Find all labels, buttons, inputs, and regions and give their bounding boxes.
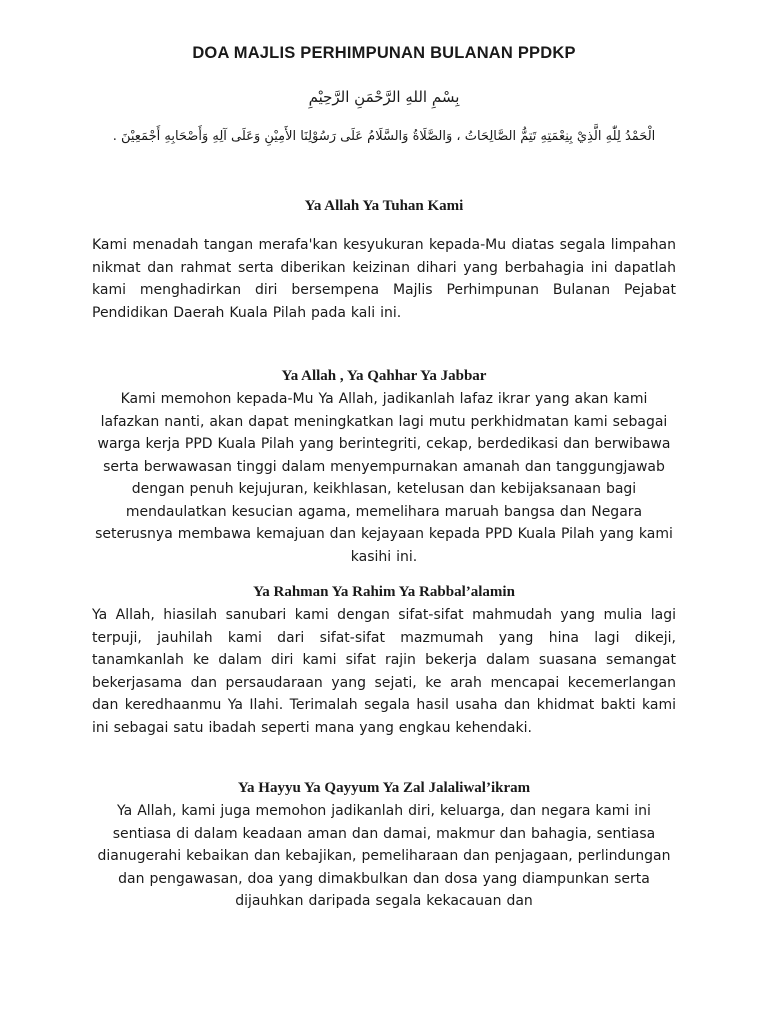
- document-title: DOA MAJLIS PERHIMPUNAN BULANAN PPDKP: [192, 44, 576, 62]
- section-1-heading: Ya Allah Ya Tuhan Kami: [304, 198, 464, 214]
- section-4-text: Ya Allah, kami juga memohon jadikanlah diri, keluarga, dan negara kami ini sentiasa di dalam keadaan aman dan damai, makmur dan bahagia, sentiasa dianugerahi kebaikan dan kebajikan, pemeliharaan dan penjagaan, perlindungan dan pengawasan, doa yang dimakbulkan dan dosa yang diampunkan serta dijauhkan daripada segala kekacauan dan: [97, 803, 671, 909]
- section-3-text: Ya Allah, hiasilah sanubari kami dengan sifat-sifat mahmudah yang mulia lagi terpuji, jauhilah kami dari sifat-sifat mazmumah yang hina lagi dikeji, tanamkanlah ke dalam diri kami sifat rajin bekerja dalam suasana semangat bekerjasama dan persaudaraan yang sejati, ke arah mencapai kecemerlangan dan keredhaanmu Ya Ilahi. Terimalah segala hasil usaha dan khidmat bakti kami ini sebagai satu ibadah seperti mana yang engkau kehendaki.: [92, 607, 676, 736]
- section-4-heading: Ya Hayyu Ya Qayyum Ya Zal Jalaliwal’ikram: [237, 780, 531, 796]
- section-1-text: Kami menadah tangan merafa'kan kesyukuran kepada-Mu diatas segala limpahan nikmat dan rahmat serta diberikan keizinan dihari yang berbahagia ini dapatlah kami menghadirkan diri bersempena Majlis Perhimpunan Bulanan Pejabat Pendidikan Daerah Kuala Pilah pada kali ini.: [92, 237, 676, 321]
- section-2-text: Kami memohon kepada-Mu Ya Allah, jadikanlah lafaz ikrar yang akan kami lafazkan nanti, akan dapat meningkatkan lagi mutu perkhidmatan kami sebagai warga kerja PPD Kuala Pilah yang berintegriti, cekap, berdedikasi dan berwibawa serta berwawasan tinggi dalam menyempurnakan amanah dan tanggungjawab dengan penuh kejujuran, keikhlasan, ketelusan dan kebijaksanaan bagi mendaulatkan kesucian agama, memelihara maruah bangsa dan Negara seterusnya membawa kemajuan dan kejayaan kepada PPD Kuala Pilah yang kami kasihi ini.: [95, 391, 673, 565]
- section-3-heading: Ya Rahman Ya Rahim Ya Rabbal’alamin: [253, 584, 515, 600]
- opening-arabic-text: الْحَمْدُ لِلّٰهِ الَّذِيْ بِنِعْمَتِهِ تَتِمُّ الصَّالِحَاتُ ، وَالصَّلَاةُ وَالسَّلَامُ عَلَى رَسُوْلِنَا الأَمِيْنِ وَعَلَى آلِهِ وَأَصْحَابِهِ أَجْمَعِيْنَ .: [112, 129, 656, 144]
- section-2-heading: Ya Allah , Ya Qahhar Ya Jabbar: [281, 368, 487, 384]
- bismillah-text: بِسْمِ اللهِ الرَّحْمَنِ الرَّحِيْمِ: [308, 88, 460, 106]
